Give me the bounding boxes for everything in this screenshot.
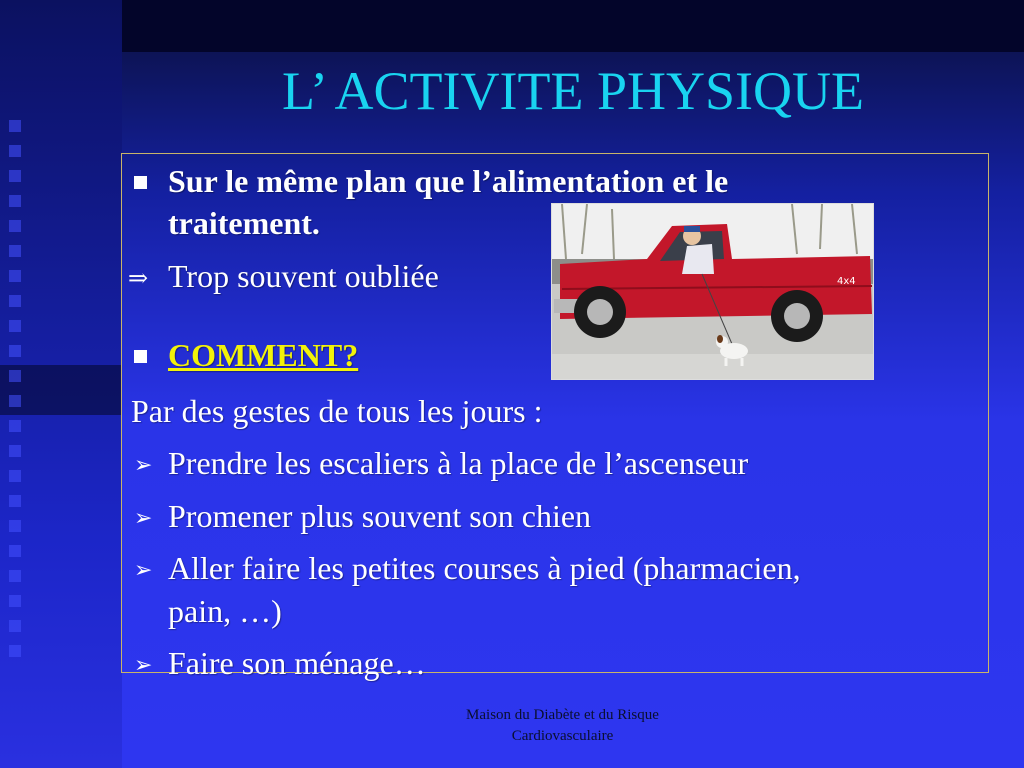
footer-line-2: Cardiovasculaire	[511, 728, 614, 744]
item-3-line-1: Aller faire les petites courses à pied (pharmacien,	[168, 550, 801, 586]
square-bullet-icon	[134, 350, 147, 363]
item-1: Prendre les escaliers à la place de l’ascenseur	[168, 445, 749, 481]
truck-dog-photo	[551, 203, 874, 380]
chevron-bullet-icon: ➢	[134, 452, 153, 477]
intro-text: Par des gestes de tous les jours :	[131, 393, 543, 429]
item-2: Promener plus souvent son chien	[168, 498, 592, 534]
truck-illustration	[552, 204, 873, 379]
truck-badge: 4x4	[837, 276, 856, 287]
slide-footer	[410, 705, 715, 747]
square-bullet-icon	[134, 176, 147, 189]
item-3-line-2: pain, …)	[168, 593, 282, 629]
bullet-1-line-2: traitement.	[168, 205, 320, 241]
item-4: Faire son ménage…	[168, 645, 426, 681]
chevron-bullet-icon: ➢	[134, 557, 153, 582]
decorative-squares	[0, 120, 30, 670]
bullet-2-comment: COMMENT?	[168, 337, 359, 373]
top-dark-band	[122, 0, 1024, 52]
bullet-1-line-1: Sur le même plan que l’alimentation et le	[168, 163, 729, 199]
double-arrow-icon: ⇒	[128, 266, 149, 292]
arrow-text: Trop souvent oubliée	[168, 258, 439, 294]
chevron-bullet-icon: ➢	[134, 505, 153, 530]
chevron-bullet-icon: ➢	[134, 652, 153, 677]
footer-line-1: Maison du Diabète et du Risque	[466, 707, 659, 723]
slide-title: L’ ACTIVITE PHYSIQUE	[282, 61, 864, 121]
